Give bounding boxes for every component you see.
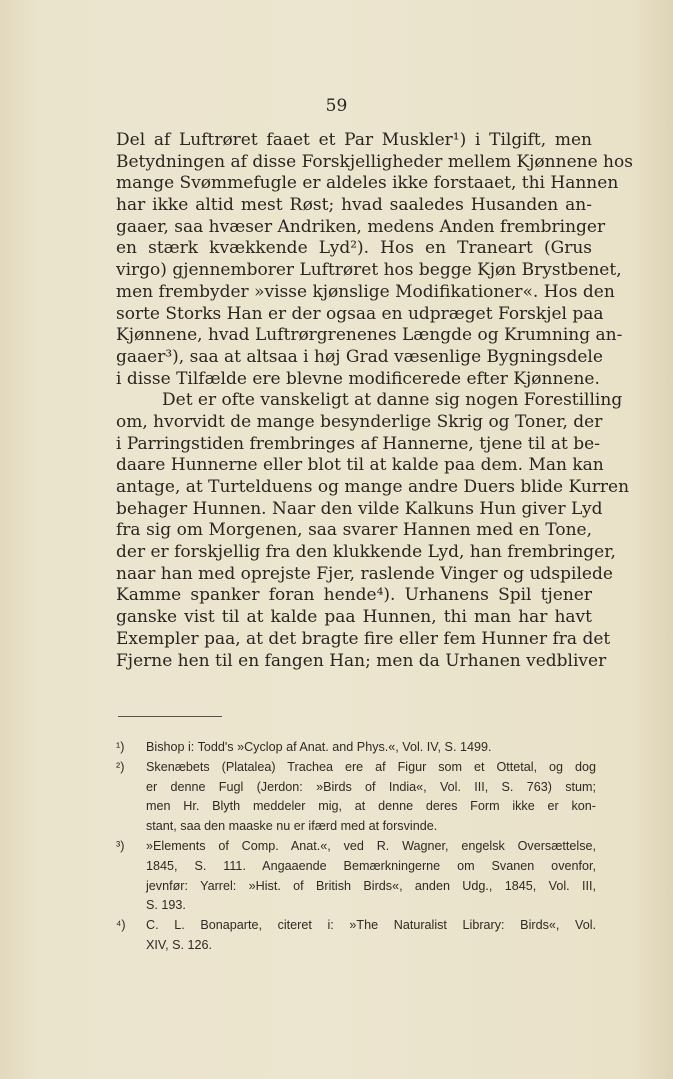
footnote-line: stant, saa den maaske nu er ifærd med at forsvinde. xyxy=(146,819,438,834)
footnote-line: er denne Fugl (Jerdon: »Birds of India«, Vol. III, S. 763) stum; xyxy=(146,779,596,794)
footnote-line: 1845, S. 111. Angaaende Bemærkningerne om Svanen ovenfor, xyxy=(146,858,596,873)
footnote-mark: ²) xyxy=(116,759,125,774)
footnote-mark: ³) xyxy=(116,838,125,853)
text-line: antage, at Turtelduens og mange andre Duers blide Kurren xyxy=(116,477,630,497)
text-line: virgo) gjennemborer Luftrøret hos begge Kjøn Brystbenet, xyxy=(116,260,622,281)
footnote xyxy=(116,916,596,956)
text-line: sorte Storks Han er der ogsaa en udpræget Forskjel paa xyxy=(116,303,604,324)
text-line: gaaer³), saa at altsaa i høj Grad væsenlige Bygningsdele xyxy=(116,346,603,367)
text-line: gaaer, saa hvæser Andriken, medens Anden frembringer xyxy=(116,216,606,237)
footnote-line: »Elements of Comp. Anat.«, ved R. Wagner, engelsk Oversættelse, xyxy=(146,838,596,853)
text-line: en stærk kvækkende Lyd²). Hos en Traneart (Grus xyxy=(116,238,592,259)
main-text xyxy=(116,130,633,672)
footnote-separator xyxy=(118,716,222,717)
footnote xyxy=(116,738,596,758)
text-line: om, hvorvidt de mange besynderlige Skrig og Toner, der xyxy=(116,411,603,432)
text-line: der er forskjellig fra den klukkende Lyd, han frembringer, xyxy=(116,542,616,563)
text-line: Del af Luftrøret faaet et Par Muskler¹) i Tilgift, men xyxy=(116,130,592,150)
footnote-line: C. L. Bonaparte, citeret i: »The Naturalist Library: Birds«, Vol. xyxy=(146,918,596,933)
text-line: fra sig om Morgenen, saa svarer Hannen med en Tone, xyxy=(116,520,592,541)
text-line: daare Hunnerne eller blot til at kalde paa dem. Man kan xyxy=(116,455,604,476)
footnote-line: Skenæbets (Platalea) Trachea ere af Figur som et Ottetal, og dog xyxy=(146,759,596,774)
footnote-mark: ⁴) xyxy=(116,918,126,933)
footnote xyxy=(116,837,596,916)
footnote-line: jevnfør: Yarrel: »Hist. of British Birds«, anden Udg., 1845, Vol. III, xyxy=(146,878,596,893)
footnote-line: XIV, S. 126. xyxy=(146,937,213,952)
text-line: men frembyder »visse kjønslige Modifikationer«. Hos den xyxy=(116,281,615,302)
page-number: 59 xyxy=(325,96,348,116)
text-line: Fjerne hen til en fangen Han; men da Urhanen vedbliver xyxy=(116,650,607,671)
text-line: ganske vist til at kalde paa Hunnen, thi man har havt xyxy=(116,607,592,628)
footnote-line: S. 193. xyxy=(146,898,186,913)
footnotes xyxy=(116,738,596,956)
text-line: Exempler paa, at det bragte fire eller fem Hunner fra det xyxy=(116,628,611,649)
footnote-line: men Hr. Blyth meddeler mig, at denne deres Form ikke er kon- xyxy=(146,799,596,814)
footnote xyxy=(116,758,596,837)
text-line: har ikke altid mest Røst; hvad saaledes Husanden an- xyxy=(116,195,592,216)
footnote-line: Bishop i: Todd's »Cyclop af Anat. and Phys.«, Vol. IV, S. 1499. xyxy=(146,740,492,754)
text-line: behager Hunnen. Naar den vilde Kalkuns Hun giver Lyd xyxy=(116,498,603,519)
text-line: Betydningen af disse Forskjelligheder mellem Kjønnene hos xyxy=(116,151,633,172)
text-line: mange Svømmefugle er aldeles ikke forstaaet, thi Hannen xyxy=(116,173,619,194)
text-line: Det er ofte vanskeligt at danne sig nogen Forestilling xyxy=(162,390,623,411)
footnote-mark: ¹) xyxy=(116,740,125,754)
text-line: i Parringstiden frembringes af Hannerne, tjene til at be- xyxy=(116,433,600,454)
text-line: Kamme spanker foran hende⁴). Urhanens Spil tjener xyxy=(116,585,592,606)
text-line: i disse Tilfælde ere blevne modificerede efter Kjønnene. xyxy=(116,368,600,389)
text-line: naar han med oprejste Fjer, raslende Vinger og udspilede xyxy=(116,563,613,584)
text-line: Kjønnene, hvad Luftrørgrenenes Længde og Krumning an- xyxy=(116,325,623,346)
